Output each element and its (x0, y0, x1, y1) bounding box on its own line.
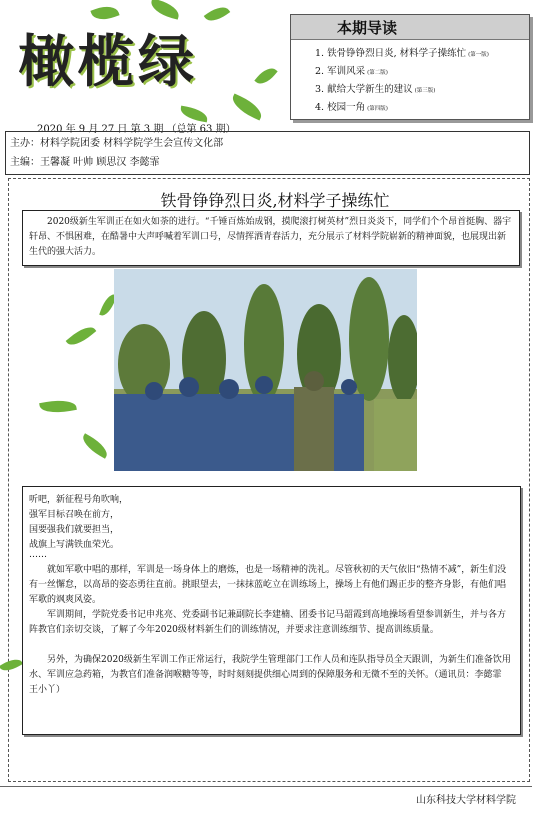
issue-line: 2020 年 9 月 27 日 第 3 期 （总第 63 期） (37, 124, 236, 135)
editors-line: 主编：王馨凝 叶帅 顾思汉 李懿霏 (10, 157, 160, 168)
host-line: 主办：材料学院团委 材料学院学生会宣传文化部 (10, 138, 224, 149)
publisher-info (5, 131, 530, 175)
training-photo (114, 269, 417, 471)
intro-box (22, 210, 520, 266)
poem-line: 强军目标召唤在前方， (29, 510, 120, 520)
footer-org: 山东科技大学材料学院 (416, 795, 516, 806)
masthead-title: 橄榄绿 (18, 30, 198, 95)
poem-line: 听吧，新征程号角吹响， (29, 495, 129, 505)
toc-item[interactable]: 2. 军训风采 (第二版) (315, 66, 388, 77)
toc-title: 本期导读 (337, 19, 398, 37)
leaf-icon (204, 2, 231, 26)
toc-item[interactable]: 4. 校园一角 (第四版) (315, 102, 388, 113)
body-paragraph: 另外，为确保2020级新生军训工作正常运行，我院学生管理部门工作人员和连队指导员全天跟训，为新生们准备饮用水、军训应急药箱，为教官们准备润喉糖等等，时时刻刻提供细心周到的保障服务和无微不至的关怀。（通讯员：李懿霏 王小丫） (29, 655, 511, 695)
toc-item[interactable]: 1. 铁骨铮铮烈日炎, 材料学子操练忙 (第一版) (315, 48, 489, 59)
photo-illustration (114, 269, 417, 471)
article-title: 铁骨铮铮烈日炎,材料学子操练忙 (160, 191, 390, 210)
body-paragraph: 军训期间，学院党委书记申兆亮、党委副书记兼副院长李建楠、团委书记马韶霞到高地操场看望参训新生，并与各方阵教官们亲切交谈，了解了今年2020级材料新生们的训练情况，并要求注意训练细节、提高训练质量。 (29, 610, 507, 635)
poem-line: 国要强我们就要担当， (29, 525, 120, 535)
leaf-icon (229, 93, 266, 120)
body-paragraph: 就如军歌中唱的那样，军训是一场身体上的磨炼，也是一场精神的洗礼。尽管秋初的天气依旧“热情不减”，新生们没有一丝懈怠，以高昂的姿态勇往直前。挑眼望去，一抹抹蓝屹立在训练场上，操场上有他们踢正步的整齐身影，有他们唱军歌的飒爽风姿。 (29, 565, 507, 605)
body-box (22, 486, 521, 735)
intro-paragraph: 2020级新生军训正在如火如荼的进行。“千锤百炼始成钢，摸爬滚打树英材”烈日炎炎下，同学们个个昂首挺胸、器宇轩昂、不惧困难，在酷暑中大声呼喊着军训口号，尽情挥洒青春活力，充分展示了材料学院崭新的精神面貌，也展现出新生代的强大活力。 (29, 217, 512, 257)
footer-divider (0, 786, 532, 787)
leaf-icon (149, 0, 182, 20)
poem-line: 战旗上写满铁血荣光。 (29, 540, 120, 550)
poem-line: …… (29, 550, 47, 560)
toc-item[interactable]: 3. 献给大学新生的建议 (第三版) (315, 84, 436, 95)
leaf-icon (254, 64, 277, 89)
toc-box (290, 14, 530, 120)
toc-header (291, 15, 529, 40)
